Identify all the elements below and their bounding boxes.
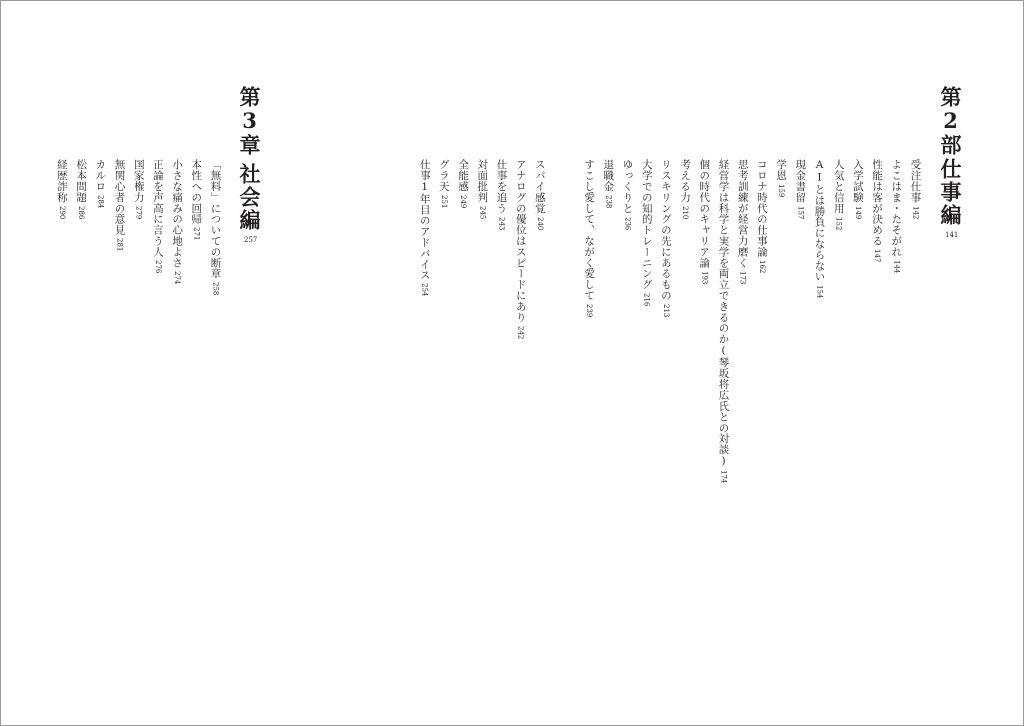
toc-entry-page: 239 [585, 303, 594, 318]
toc-entry-page: 243 [497, 216, 506, 230]
toc-entry[interactable] [458, 159, 469, 208]
toc-entry-page: 159 [777, 183, 786, 198]
toc-entry-page: 173 [738, 271, 747, 285]
toc-entry[interactable] [852, 159, 863, 219]
chapter3-label: 第3章 [237, 86, 262, 156]
part2-title-text: 仕事編 [938, 158, 963, 227]
toc-entry-title: 本性への回帰 [190, 159, 203, 225]
toc-entry[interactable] [660, 159, 671, 317]
toc-entry-page: 193 [700, 271, 709, 285]
toc-entry[interactable] [795, 159, 806, 219]
toc-entry[interactable] [152, 159, 163, 273]
toc-entry-title: コロナ時代の仕事論 [755, 159, 768, 258]
toc-entry-title: 仕事1年目のアドバイス [418, 159, 431, 281]
toc-entry[interactable] [56, 159, 67, 219]
toc-entry-page: 210 [681, 205, 690, 219]
toc-entry[interactable] [438, 159, 449, 208]
toc-entry-title: 学恩 [775, 159, 788, 181]
toc-entry-page: 254 [420, 283, 429, 297]
toc-entry-title: 小さな痛みの心地よさ [171, 159, 184, 268]
toc-entry-title: リスキリングの先にあるもの [659, 159, 672, 301]
toc-entry[interactable] [814, 159, 825, 298]
part2-title-page: 141 [945, 231, 959, 239]
toc-entry[interactable] [534, 159, 545, 230]
toc-entry-title: 無関心者の意見 [113, 159, 126, 236]
toc-entry[interactable] [496, 159, 507, 230]
toc-entry[interactable] [872, 159, 883, 263]
toc-entry-page: 251 [439, 194, 448, 209]
toc-entry-page: 242 [516, 325, 525, 339]
toc-entry[interactable] [515, 159, 526, 339]
toc-entry-title: 経歴詐称 [55, 159, 68, 203]
toc-entry-page: 152 [834, 216, 843, 230]
toc-entry-page: 216 [642, 292, 651, 307]
toc-entry[interactable] [699, 159, 710, 284]
part2-title [940, 158, 961, 227]
toc-entry[interactable] [622, 159, 633, 230]
toc-entry[interactable] [191, 159, 202, 241]
toc-entry-title: 思考訓練が経営力磨く [736, 159, 749, 268]
toc-entry-page: 162 [757, 260, 766, 274]
toc-entry[interactable] [210, 159, 221, 295]
toc-entry-title: すこし愛して、ながく愛して [583, 159, 596, 301]
toc-entry-page: 213 [661, 303, 670, 318]
toc-entry-page: 290 [57, 205, 66, 219]
toc-entry-page: 281 [115, 238, 124, 252]
toc-entry-page: 149 [853, 205, 862, 219]
toc-entry-page: 279 [134, 205, 143, 219]
toc-entry-title: よこはま・たそがれ [890, 159, 903, 258]
toc-entry-page: 245 [478, 205, 487, 219]
toc-entry-title: 現金書留 [794, 159, 807, 203]
toc-entry[interactable] [603, 159, 614, 208]
toc-entry[interactable] [910, 159, 921, 219]
chapter3-title-page: 257 [244, 236, 258, 244]
toc-entry[interactable] [737, 159, 748, 284]
toc-entry-title: 正論を声高に言う人 [151, 159, 164, 258]
toc-entry-title: 仕事を追う [495, 159, 508, 214]
toc-entry[interactable] [891, 159, 902, 273]
toc-entry-title: 退職金 [602, 159, 615, 192]
toc-entry-page: 142 [911, 205, 920, 219]
toc-entry-page: 147 [873, 249, 882, 263]
toc-entry-title: 性能は客が決める [871, 159, 884, 247]
toc-entry-title: 全能感 [457, 159, 470, 192]
toc-entry-title: 受注仕事 [909, 159, 922, 203]
toc-entry[interactable] [718, 159, 729, 484]
toc-entry-page: 274 [173, 271, 182, 285]
toc-entry-title: 人気と信用 [832, 159, 845, 214]
chapter3-title [239, 163, 260, 232]
toc-entry-title: 個の時代のキャリア論 [698, 159, 711, 268]
toc-entry-page: 276 [153, 260, 162, 274]
toc-entry-page: 240 [535, 216, 544, 230]
part2-label: 第2部 [938, 86, 963, 156]
toc-entry-title: アナログの優位はスピードにあり [514, 159, 527, 323]
toc-entry[interactable] [172, 159, 183, 284]
toc-entry[interactable] [641, 159, 652, 306]
toc-entry[interactable] [776, 159, 787, 197]
toc-entry-title: 国家権力 [132, 159, 145, 203]
toc-entry-title: 経営学は科学と実学を両立できるのか(琴坂将広氏との対談) [717, 159, 730, 468]
toc-entry-title: 大学での知的トレーニング [640, 159, 653, 290]
toc-entry-page: 174 [719, 470, 728, 484]
toc-entry-title: AIとは勝負にならない [813, 159, 826, 282]
toc-entry-page: 157 [796, 205, 805, 219]
toc-entry-title: 入学試験 [851, 159, 864, 203]
toc-entry-title: 「無料」についての断章 [209, 159, 222, 279]
toc-entry[interactable] [419, 159, 430, 297]
toc-entry-title: 対面批判 [476, 159, 489, 203]
toc-entry-title: 松本問題 [75, 159, 88, 203]
toc-entry[interactable] [114, 159, 125, 252]
toc-entry[interactable] [833, 159, 844, 230]
toc-entry-page: 286 [77, 205, 86, 219]
toc-entry[interactable] [584, 159, 595, 317]
toc-entry[interactable] [477, 159, 488, 219]
toc-entry-page: 144 [892, 260, 901, 274]
toc-entry-page: 236 [623, 216, 632, 230]
toc-entry-title: スパイ感覚 [533, 159, 546, 214]
chapter3-title-text: 社会編 [237, 163, 262, 232]
toc-entry-title: ゆっくりと [621, 159, 634, 214]
toc-entry-page: 258 [211, 281, 220, 296]
toc-entry-title: 考える力 [679, 159, 692, 203]
toc-entry-page: 154 [815, 284, 824, 299]
toc-entry-title: カルロ [94, 159, 107, 192]
toc-entry[interactable] [133, 159, 144, 219]
toc-entry[interactable] [95, 159, 106, 208]
toc-entry[interactable] [76, 159, 87, 219]
toc-entry-title: グラ天 [437, 159, 450, 192]
toc-entry[interactable] [680, 159, 691, 219]
toc-entry-page: 271 [192, 227, 201, 241]
toc-entry-page: 249 [459, 194, 468, 209]
toc-entry[interactable] [756, 159, 767, 273]
toc-entry-page: 238 [604, 194, 613, 209]
toc-entry-page: 284 [96, 194, 105, 209]
